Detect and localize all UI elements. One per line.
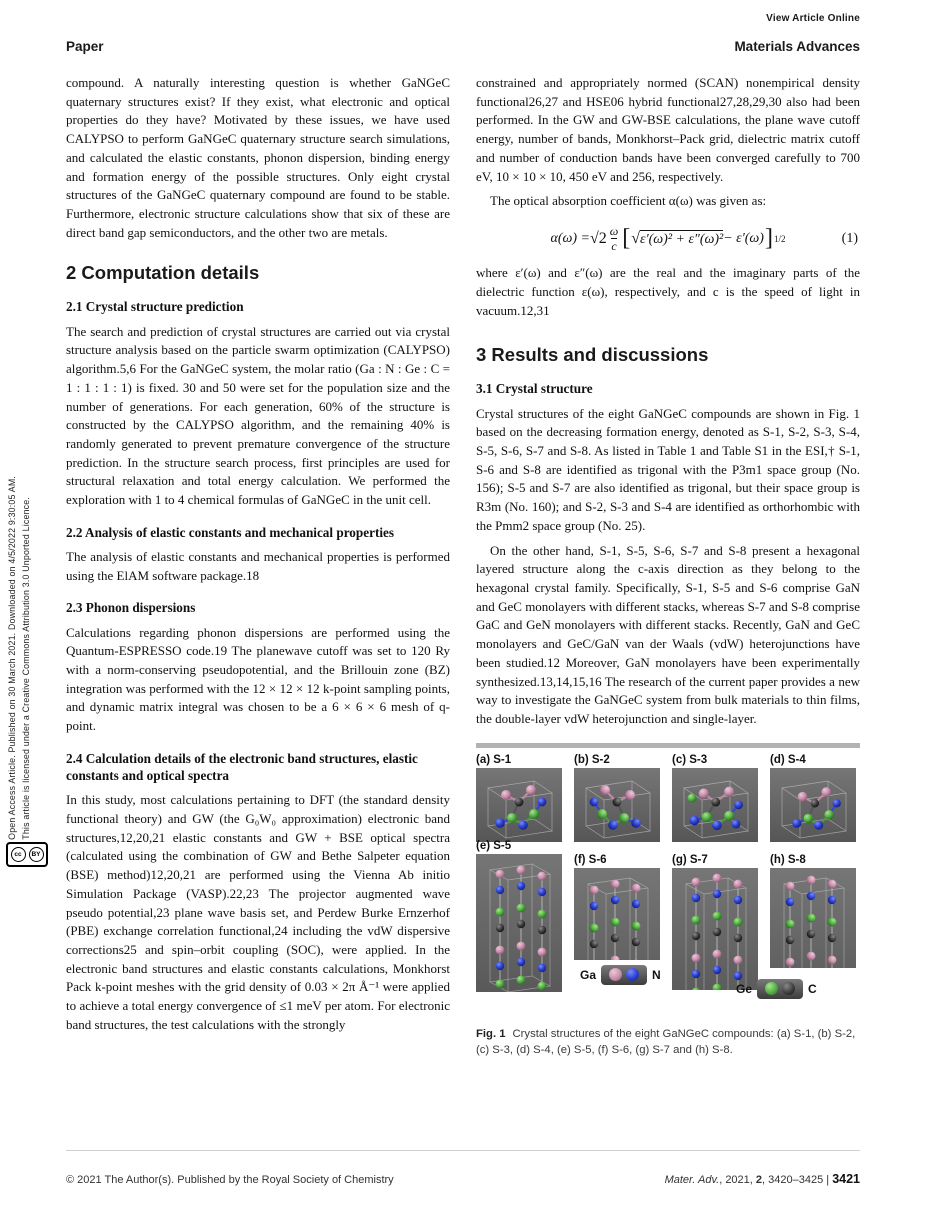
legend-label-n: N	[652, 967, 661, 982]
dielectric-explanation-paragraph: where ε′(ω) and ε″(ω) are the real and the imaginary parts of the dielectric function ε(ω), respectively, and c is the speed of light in vacuum.12,31	[476, 265, 860, 318]
panel-label: (b) S-2	[574, 753, 610, 766]
figure-1-caption	[476, 1027, 860, 1059]
crystal-panel-s8	[770, 854, 856, 968]
crystal-structure-paragraph-1: Crystal structures of the eight GaNGeC compounds are shown in Fig. 1 based on the decreasing formation energy, denoted as S-1, S-2, S-3, S-4, S-5, S-6, S-7 and S-8. As listed in Table 1 and Table S1 in the ESI,† S-1, S-6 and S-8 are identified as trigonal with the P3m1 space group (No. 156); S-5 and S-7 are also identified as trigonal, but their space group is R3m (No. 160); and S-2, S-3 and S-4 are identified as orthorhombic with the Pmm2 space group (No. 25).	[476, 405, 860, 533]
crystal-structure-image-s8	[770, 868, 856, 968]
section-2-4-heading: 2.4 Calculation details of the electronic band structures, elastic constants and optical spectra	[66, 750, 418, 784]
section-3-heading: 3 Results and discussions	[476, 344, 709, 366]
section-2-2-heading: 2.2 Analysis of elastic constants and mechanical properties	[66, 524, 394, 540]
n-atom-icon	[626, 968, 639, 981]
figure-caption-text: Crystal structures of the eight GaNGeC compounds: (a) S-1, (b) S-2, (c) S-3, (d) S-4, (e) S-5, (f) S-6, (g) S-7 and (h) S-8.	[476, 1027, 856, 1056]
panel-label: (f) S-6	[574, 853, 607, 866]
two-column-body	[66, 74, 860, 1070]
crystal-panel-s4	[770, 754, 856, 842]
section-2-heading: 2 Computation details	[66, 262, 260, 284]
running-head-paper: Paper	[66, 39, 104, 54]
legend-label-c: C	[808, 981, 817, 996]
inner-radical-sign: √	[631, 229, 641, 247]
page-footer	[0, 1150, 925, 1212]
section-2-3-heading: 2.3 Phonon dispersions	[66, 600, 196, 616]
crystal-structure-image-s4	[770, 768, 856, 842]
section-2-1-heading: 2.1 Crystal structure prediction	[66, 299, 244, 315]
c-atom-icon	[782, 982, 795, 995]
panel-label: (d) S-4	[770, 753, 806, 766]
legend-label-ga: Ga	[580, 967, 597, 982]
ge-atom-icon	[765, 982, 778, 995]
figure-row-2	[476, 839, 860, 992]
section-2-1-paragraph: The search and prediction of crystal structures are carried out via crystal structure analysis based on the particle swarm optimization (CALYPSO) algorithm.5,6 For the GaNGeC system, the molar ratio (Ga : N : Ge : C = 1 : 1 : 1 : 1) is fixed. 30 and 50 were set for the population size and the number of generations. For each generation, 60% of the structure is constructed by the CALYPSO algorithm, and the remaining 40% is randomly generated to prevent premature convergence of the structure prediction. In the structure search process, first principles are used for structural relaxation and total energy calculation. We performed the exploration with 1 to 4 chemical formulas of GaNGeC in the unit cell.	[66, 323, 450, 508]
right-column	[476, 74, 860, 1070]
section-2-4-paragraph: In this study, most calculations pertaining to DFT (the standard density functional theory) and GW (the G₀W₀ approximation) electronic band structures,12,20,21 elastic constants and GW + BSE optical spectra (calculated using the combination of GW and Bethe Salpeter equation (BSE) method)12,20,21 are performed using the Vienna Ab initio Simulation Package (VASP).22,23 The projector augmented wave pseudo potential,23 plane wave basis set, and Perdew Burke Ernzerhof (PBE) exchange correlation functional,24 including the vdW dispersive corrections25 and spin–orbit coupling (SOC), were applied. In the electronic band structures and elastic constants calculations, Monkhorst Pack k-point meshes with the grid density of 0.03 × 2π Å⁻¹ were applied to achieve a total energy convergence of ≤1 meV per atom. For electronic band structures, the test calculations with the strongly	[66, 792, 450, 1032]
equation-tail: − ε′(ω)	[723, 230, 764, 246]
crystal-structure-image-s6	[574, 868, 660, 960]
section-3-1-heading: 3.1 Crystal structure	[476, 381, 593, 397]
scan-hse06-paragraph: constrained and appropriately normed (SCAN) nonempirical density functional26,27 and HSE06 hybrid functional27,28,29,30 also had been performed. In the GW and GW-BSE calculations, the plane wave cutoff energy, number of bands, Monkhorst–Pack grid, dielectric matrix cutoff and number of conduction bands have been converged carefully to 700 eV, 10 × 10 × 10, 450 eV and 256, respectively.	[476, 75, 860, 184]
citation-year: , 2021,	[719, 1174, 756, 1186]
crystal-structure-image-s7	[672, 868, 758, 990]
crystal-structure-image-s3	[672, 768, 758, 842]
running-head-journal: Materials Advances	[734, 39, 860, 54]
panel-label: (g) S-7	[672, 853, 708, 866]
panel-label: (e) S-5	[476, 839, 512, 852]
figure-legend-ge-c	[736, 979, 817, 999]
figure-row-1	[476, 754, 860, 842]
crystal-panel-s6	[574, 854, 660, 960]
citation-volume: 2	[755, 1174, 763, 1186]
panel-label: (c) S-3	[672, 753, 708, 766]
citation-pages: , 3420–3425 |	[762, 1174, 833, 1186]
absorption-intro-paragraph: The optical absorption coefficient α(ω) was given as:	[490, 193, 767, 209]
ga-atom-icon	[609, 968, 622, 981]
legend-label-ge: Ge	[736, 981, 753, 996]
legend-swatch-box	[601, 965, 647, 985]
page-number: 3421	[832, 1172, 860, 1186]
crystal-panel-s7	[672, 854, 758, 990]
figure-legend-ga-n	[580, 965, 661, 985]
left-bracket: [	[622, 225, 631, 252]
panel-label: (a) S-1	[476, 753, 512, 766]
equation-1	[476, 225, 860, 252]
cc-icon: cc	[11, 847, 26, 862]
view-article-online-link[interactable]: View Article Online	[766, 13, 860, 24]
footer-divider	[66, 1150, 860, 1151]
intro-continuation-paragraph: compound. A naturally interesting question is whether GaNGeC quaternary structures exist? If they exist, what electronic and optical properties do they have? Motivated by these issues, we have used CALYPSO to perform GaNGeC quaternary structure search simulations, and calculated the elastic constants, phonon dispersion, binding energy and formation energy of the possible structures. Only eight crystal structures of the GaNGeC quaternary compound are found to be stable. Furthermore, electronic structure calculations show that six of these are direct band gap semiconductors, and the other two are metals.	[66, 75, 450, 240]
crystal-structure-paragraph-2: On the other hand, S-1, S-5, S-6, S-7 and S-8 present a hexagonal layered structure along the c-axis direction as they belong to the hexagonal crystal family. Specifically, S-1, S-5 and S-6 comprise GaN and GeC monolayers with different stacks, whereas S-7 and S-8 comprise GaC and GeN monolayers with different stacks. Recently, GaN and GeC monolayers and GeC/GaN van der Waals (vdW) heterojunctions have been studied.12 Moreover, GaN monolayers have been experimentally synthesized.13,14,15,16 The research of the current paper provides a new way to investigate the GaNGeC system from bulk materials to thin films, the double-layer vdW heterojunction and single-layer.	[476, 542, 860, 727]
by-person-icon: BY	[29, 847, 44, 862]
figure-1	[476, 743, 860, 1011]
right-bracket: ]	[764, 225, 773, 252]
crystal-structure-image-s2	[574, 768, 660, 842]
cc-by-badge[interactable]	[6, 842, 48, 867]
figure-caption-label: Fig. 1	[476, 1027, 506, 1040]
open-access-notice: Open Access Article. Published on 30 March 2021. Downloaded on 4/5/2022 9:30:05 AM.	[7, 476, 17, 840]
section-2-3-paragraph: Calculations regarding phonon dispersions are performed using the Quantum-ESPRESSO code.19 The planewave cutoff was set to 120 Ry with a norm-conserving pseudopotential, and the Brillouin zone (BZ) integration was performed with the 12 × 12 × 12 k-point sampling points, and dynamic matrix integral was chosen to be a 6 × 6 × 6 mesh of q-point.	[66, 624, 450, 734]
copyright-notice: © 2021 The Author(s). Published by the Royal Society of Chemistry	[66, 1174, 394, 1186]
radicand: ε′(ω)² + ε″(ω)²	[640, 231, 724, 247]
equation-number: (1)	[841, 230, 858, 246]
panel-label: (h) S-8	[770, 853, 806, 866]
crystal-panel-s5	[476, 840, 562, 992]
crystal-panel-s2	[574, 754, 660, 842]
exponent: 1/2	[773, 233, 786, 244]
legend-swatch-box	[757, 979, 803, 999]
journal-abbreviation: Mater. Adv.	[664, 1174, 720, 1186]
left-column	[66, 74, 450, 1070]
crystal-structure-image-s5	[476, 854, 562, 992]
omega-over-c-fraction: $\frac{\omega}{c}$	[609, 224, 619, 253]
licence-notice: This article is licensed under a Creative Commons Attribution 3.0 Unported Licence.	[21, 497, 31, 840]
crystal-panel-s1	[476, 754, 562, 842]
sqrt2-term: √2	[590, 229, 607, 247]
section-2-2-paragraph: The analysis of elastic constants and mechanical properties is performed using the ElAM software package.18	[66, 548, 450, 583]
equation-lhs: α(ω) =	[550, 230, 590, 246]
figure-top-bar	[476, 743, 860, 748]
crystal-structure-image-s1	[476, 768, 562, 842]
crystal-panel-s3	[672, 754, 758, 842]
citation-and-page-number	[665, 1172, 860, 1186]
